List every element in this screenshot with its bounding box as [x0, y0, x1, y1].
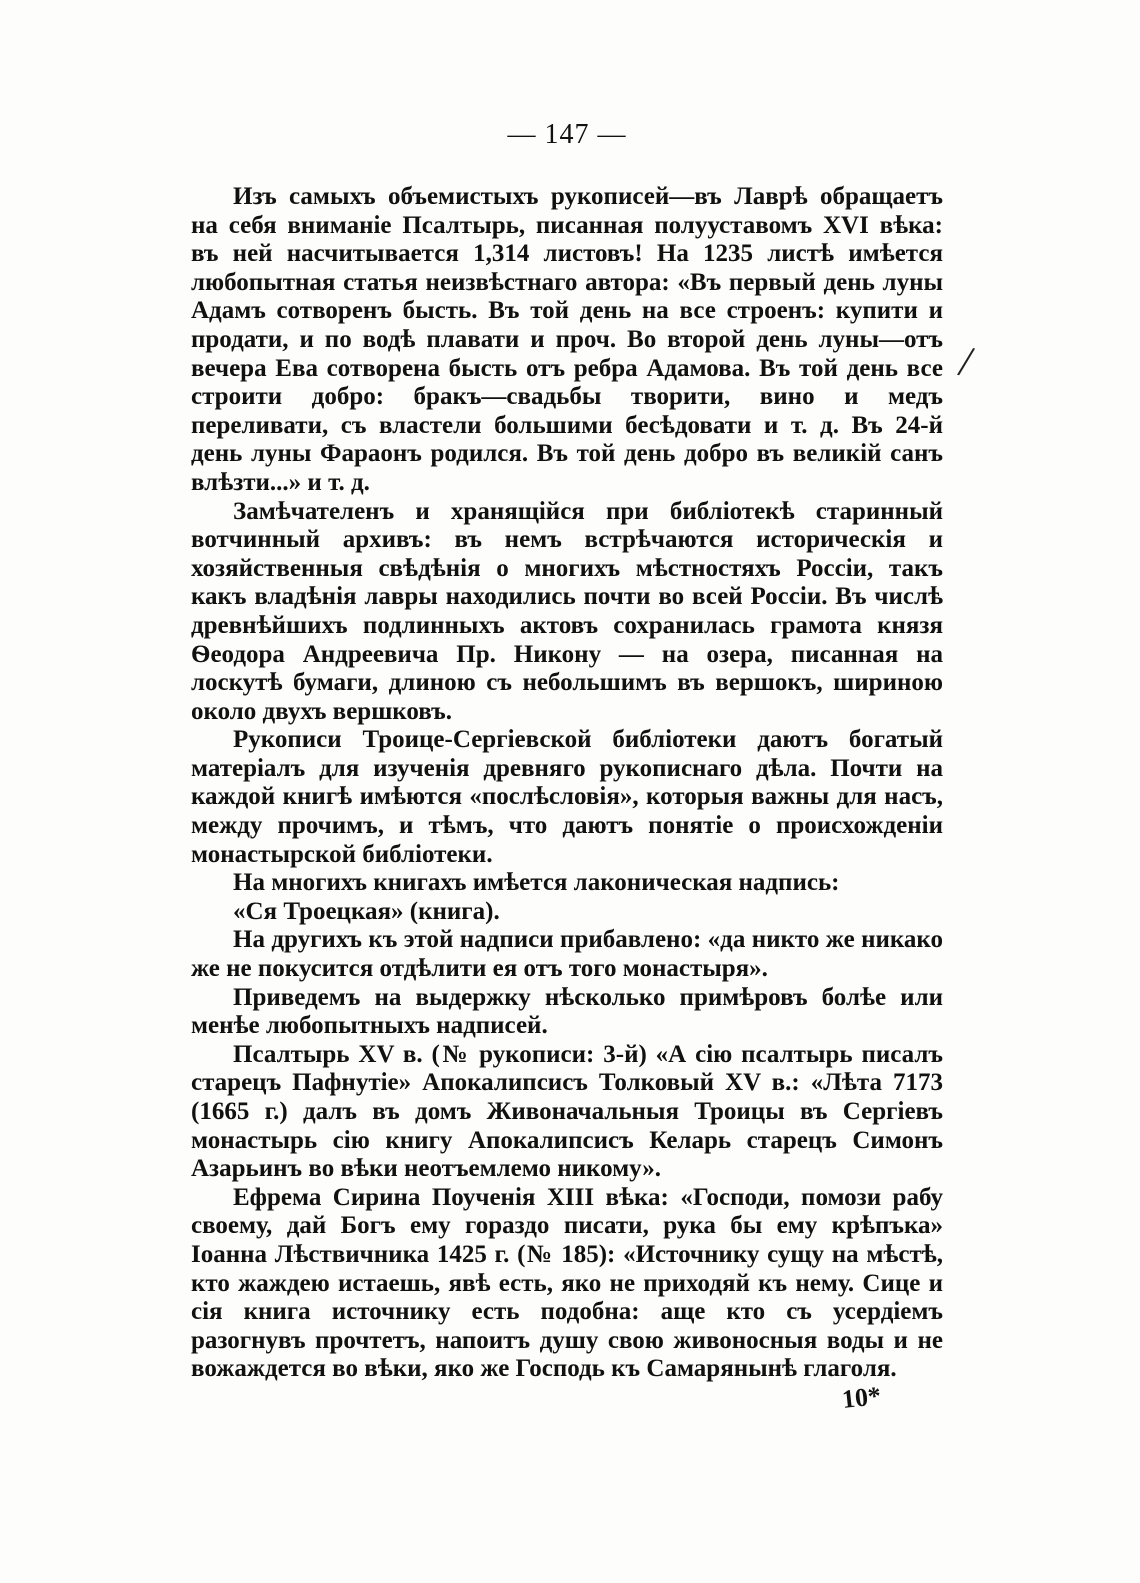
- signature-mark: 10*: [840, 1381, 883, 1414]
- paragraph-troitskaya: «Ся Троецкая» (книга).: [233, 897, 500, 925]
- paragraph-inscription-intro: На многихъ книгахъ имѣется лаконическая надпись:: [233, 869, 840, 897]
- paragraph-psalter: Изъ самыхъ объемистыхъ рукописей—въ Лаврѣ обращаетъ на себя вниманіе Псалтырь, писанная полууставомъ XVI вѣка: въ ней насчитывается 1,314 листовъ! На 1235 листѣ имѣется любопытная статья неизвѣстнаго автора: «Въ первый день луны Адамъ сотворенъ бысть. Въ той день на все строенъ: купити и продати, и по водѣ плавати и проч. Во второй день луны—отъ вечера Ева сотворена бысть отъ ребра Адамова. Въ той день все строити добро: бракъ—свадьбы творити, вино и медъ переливати, съ властели большими бесѣдовати и т. д. Въ 24-й день луны Фараонъ родился. Въ той день добро въ великій санъ влѣзти...» и т. д.: [191, 183, 943, 496]
- margin-mark: /: [955, 336, 978, 387]
- page-number: — 147 —: [507, 119, 627, 150]
- paragraph-archive: Замѣчателенъ и хранящійся при библіотекѣ старинный вотчинный архивъ: въ немъ встрѣчаются историческія и хозяйственныя свѣдѣнія о многихъ мѣстностяхъ Россіи, такъ какъ владѣнія лавры находились почти во всей Россіи. Въ числѣ древнѣйшихъ подлинныхъ актовъ сохранилась грамота князя Ѳеодора Андреевича Пр. Никону — на озера, писанная на лоскутѣ бумаги, длиною съ небольшимъ въ вершокъ, шириною около двухъ вершковъ.: [191, 497, 943, 725]
- paragraph-addition: На другихъ къ этой надписи прибавлено: «да никто же никако же не покусится отдѣлити ея отъ того монастыря».: [191, 926, 943, 983]
- text-block: [191, 115, 943, 1384]
- paragraph-manuscripts: Рукописи Троице-Сергіевской библіотеки даютъ богатый матеріалъ для изученія древняго рукописнаго дѣла. Почти на каждой книгѣ имѣются «послѣсловія», которыя важны для насъ, между прочимъ, и тѣмъ, что даютъ понятіе о происхожденіи монастырской библіотеки.: [191, 726, 943, 868]
- paragraph-psalter-xv: Псалтырь XV в. (№ рукописи: 3-й) «А сію псалтырь писалъ старецъ Пафнутіе» Апокалипсисъ Толковый XV в.: «Лѣта 7173 (1665 г.) далъ въ домъ Живоначальныя Троицы въ Сергіевъ монастырь сію книгу Апокалипсисъ Келарь старецъ Симонъ Азарьинъ во вѣки неотъемлемо никому».: [191, 1040, 943, 1183]
- paragraph-examples-intro: Приведемъ на выдержку нѣсколько примѣровъ болѣе или менѣе любопытныхъ надписей.: [191, 983, 943, 1040]
- paragraph-ephraim: Ефрема Сирина Поученія XIII вѣка: «Господи, помози рабу своему, дай Богъ ему гораздо писати, рука бы ему крѣпъка» Іоанна Лѣствичника 1425 г. (№ 185): «Источнику сущу на мѣстѣ, кто жаждею истаешь, явѣ есть, яко не приходяй къ нему. Сице и сія книга источнику есть подобна: аще кто съ усердіемъ разогнувъ прочтетъ, напоитъ душу свою живоносныя воды и не вожаждется во вѣки, яко же Господь къ Самарянынѣ глаголя.: [191, 1183, 943, 1383]
